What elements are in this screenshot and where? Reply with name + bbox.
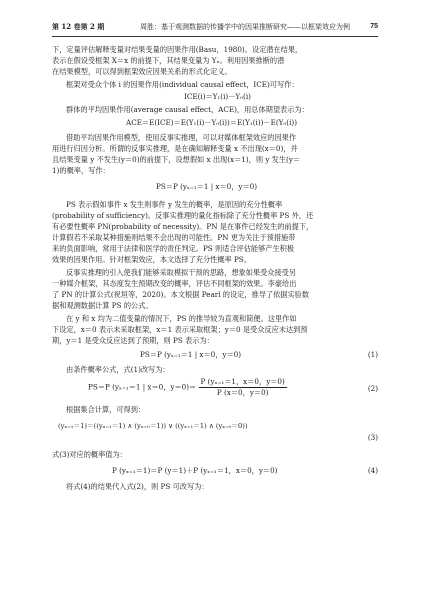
equation-2-lhs: PS＝P (yₓ₌₁＝1 | x＝0，y＝0)＝ <box>88 382 197 392</box>
text-line: (probability of sufficiency)。反事实推理的量化指标除了充分性概率 PS 外，还 <box>52 211 314 220</box>
equation-2-fraction <box>199 377 287 398</box>
text-line: 将式(4)的结果代入式(2)，则 PS 可改写为： <box>66 482 209 491</box>
text-line: PS 表示假如事件 x 发生则事件 y 发生的概率，是原因的充分性概率 <box>66 200 283 209</box>
text-line: 反事实推理的引入使我们能够采取模拟干预的思路，想象如果受众接受另 <box>66 268 297 277</box>
text-line: 据和观测数据计算 PS 的公式。 <box>52 301 153 310</box>
text-line: 框架对受众个体 i 的因果作用(individual causal effect，ICE)可写作： <box>66 80 299 89</box>
equation-4: P (yₓ₌₁＝1)＝P (y＝1)＋P (yₓ₌₁＝1，x＝0，y＝0) <box>112 466 278 475</box>
text-line: 借助平均因果作用模型，使用反事实推理，可以对媒体框架效应的因果作 <box>66 133 297 142</box>
text-line: 在结果模型，可以得到框架效应因果关系的形式化定义。 <box>52 67 232 76</box>
text-line: 下设定，x＝0 表示未采取框架，x＝1 表示采取框架；y＝0 是受众反应未达到预 <box>52 325 308 334</box>
equation-2 <box>88 377 287 398</box>
equation-1: PS＝P (yₓ₌₁＝1 | x＝0，y＝0) <box>140 350 242 359</box>
text-line: 下，定量评估解释变量对结果变量的因果作用(Basu，1980)。设定潜在结果， <box>52 45 303 54</box>
text-line: 用进行归因分析。所谓的反事实推理，是在确知解释变量 x 不出现(x＝0)，并 <box>52 144 298 153</box>
text-line: 由条件概率公式，式(1)改写为： <box>66 365 170 374</box>
text-line: 1)的概率，写作： <box>52 166 110 175</box>
text-line: 来的负面影响，常用于法律和医学的责任判定。PS 则适合评估能够产生积极 <box>52 244 295 253</box>
fraction-numerator: P (yₓ₌₁＝1，x＝0，y＝0) <box>200 377 285 386</box>
equation-number: (4) <box>367 466 378 475</box>
fraction-denominator: P (x＝0，y＝0) <box>216 388 269 397</box>
text-line: 且结果变量 y 不发生(y＝0)的前提下，设想假如 x 出现(x＝1)，则 y 发生(y＝ <box>52 155 301 164</box>
text-line: 计算假若不采取某种措施则结果不会出现的可能性。PN 更为关注于预措施带 <box>52 233 296 242</box>
text-line: 效果的因果作用。针对框架效应，本文选择了充分性概率 PS。 <box>52 255 251 264</box>
article-title: 周胜：基于观测数据的传播学中的因果推断研究——以框架效应为例 <box>140 23 350 31</box>
running-header <box>52 20 378 34</box>
equation-ace: ACE＝E(ICE)＝E(Y₁(i)－Y₀(i))＝E(Y₁(i))－E(Y₀(i)) <box>126 118 298 127</box>
text-line: 群体的平均因果作用(average causal effect，ACE)，用总体期望表示为： <box>66 105 309 114</box>
equation-3: (yₓ₌₁＝1)＝((yₓ₌₁＝1) ∧ (yₓ₌₀＝1)) ∨ ((yₓ₌₁＝1) ∧ (yₓ₌₀＝0)) <box>58 422 248 430</box>
equation-number: (1) <box>367 350 378 359</box>
text-line: 有必要性概率 PN(probability of necessity)。PN 是在事件已经发生的前提下， <box>52 222 314 231</box>
journal-volume: 第 12 卷第 2 期 <box>52 22 105 31</box>
text-line: 在 y 和 x 均为二值变量的情况下，PS 的推导较为直观和简便。这里作如 <box>66 314 297 323</box>
page-number: 75 <box>370 23 378 30</box>
equation-number: (3) <box>367 433 378 442</box>
equation-ps-definition: PS＝P (yₓ₌₁＝1 | x＝0，y＝0) <box>156 182 258 191</box>
text-line: 式(3)对应的概率值为： <box>52 450 127 459</box>
text-line: 表示在假设受框架 X＝x 的前提下，其结果变量为 Yₓ。利用因果推断的潜 <box>52 56 285 65</box>
header-rule <box>52 36 378 37</box>
equation-number: (2) <box>367 384 378 393</box>
equation-ice: ICE(i)＝Y₁(i)－Y₀(i) <box>184 92 251 101</box>
text-line: 期，y＝1 是受众反应达到了预期，则 PS 表示为： <box>52 336 214 345</box>
text-line: 了 PN 的计算公式(祝垣等，2020)。本文根据 Pearl 的设定，推导了依据实验数 <box>52 290 310 299</box>
text-line: 根据集合计算，可得到： <box>66 405 146 414</box>
text-line: 一种媒介框架，其态度发生预期改变的概率，评估不同框架的效果。李豪给出 <box>52 279 297 288</box>
